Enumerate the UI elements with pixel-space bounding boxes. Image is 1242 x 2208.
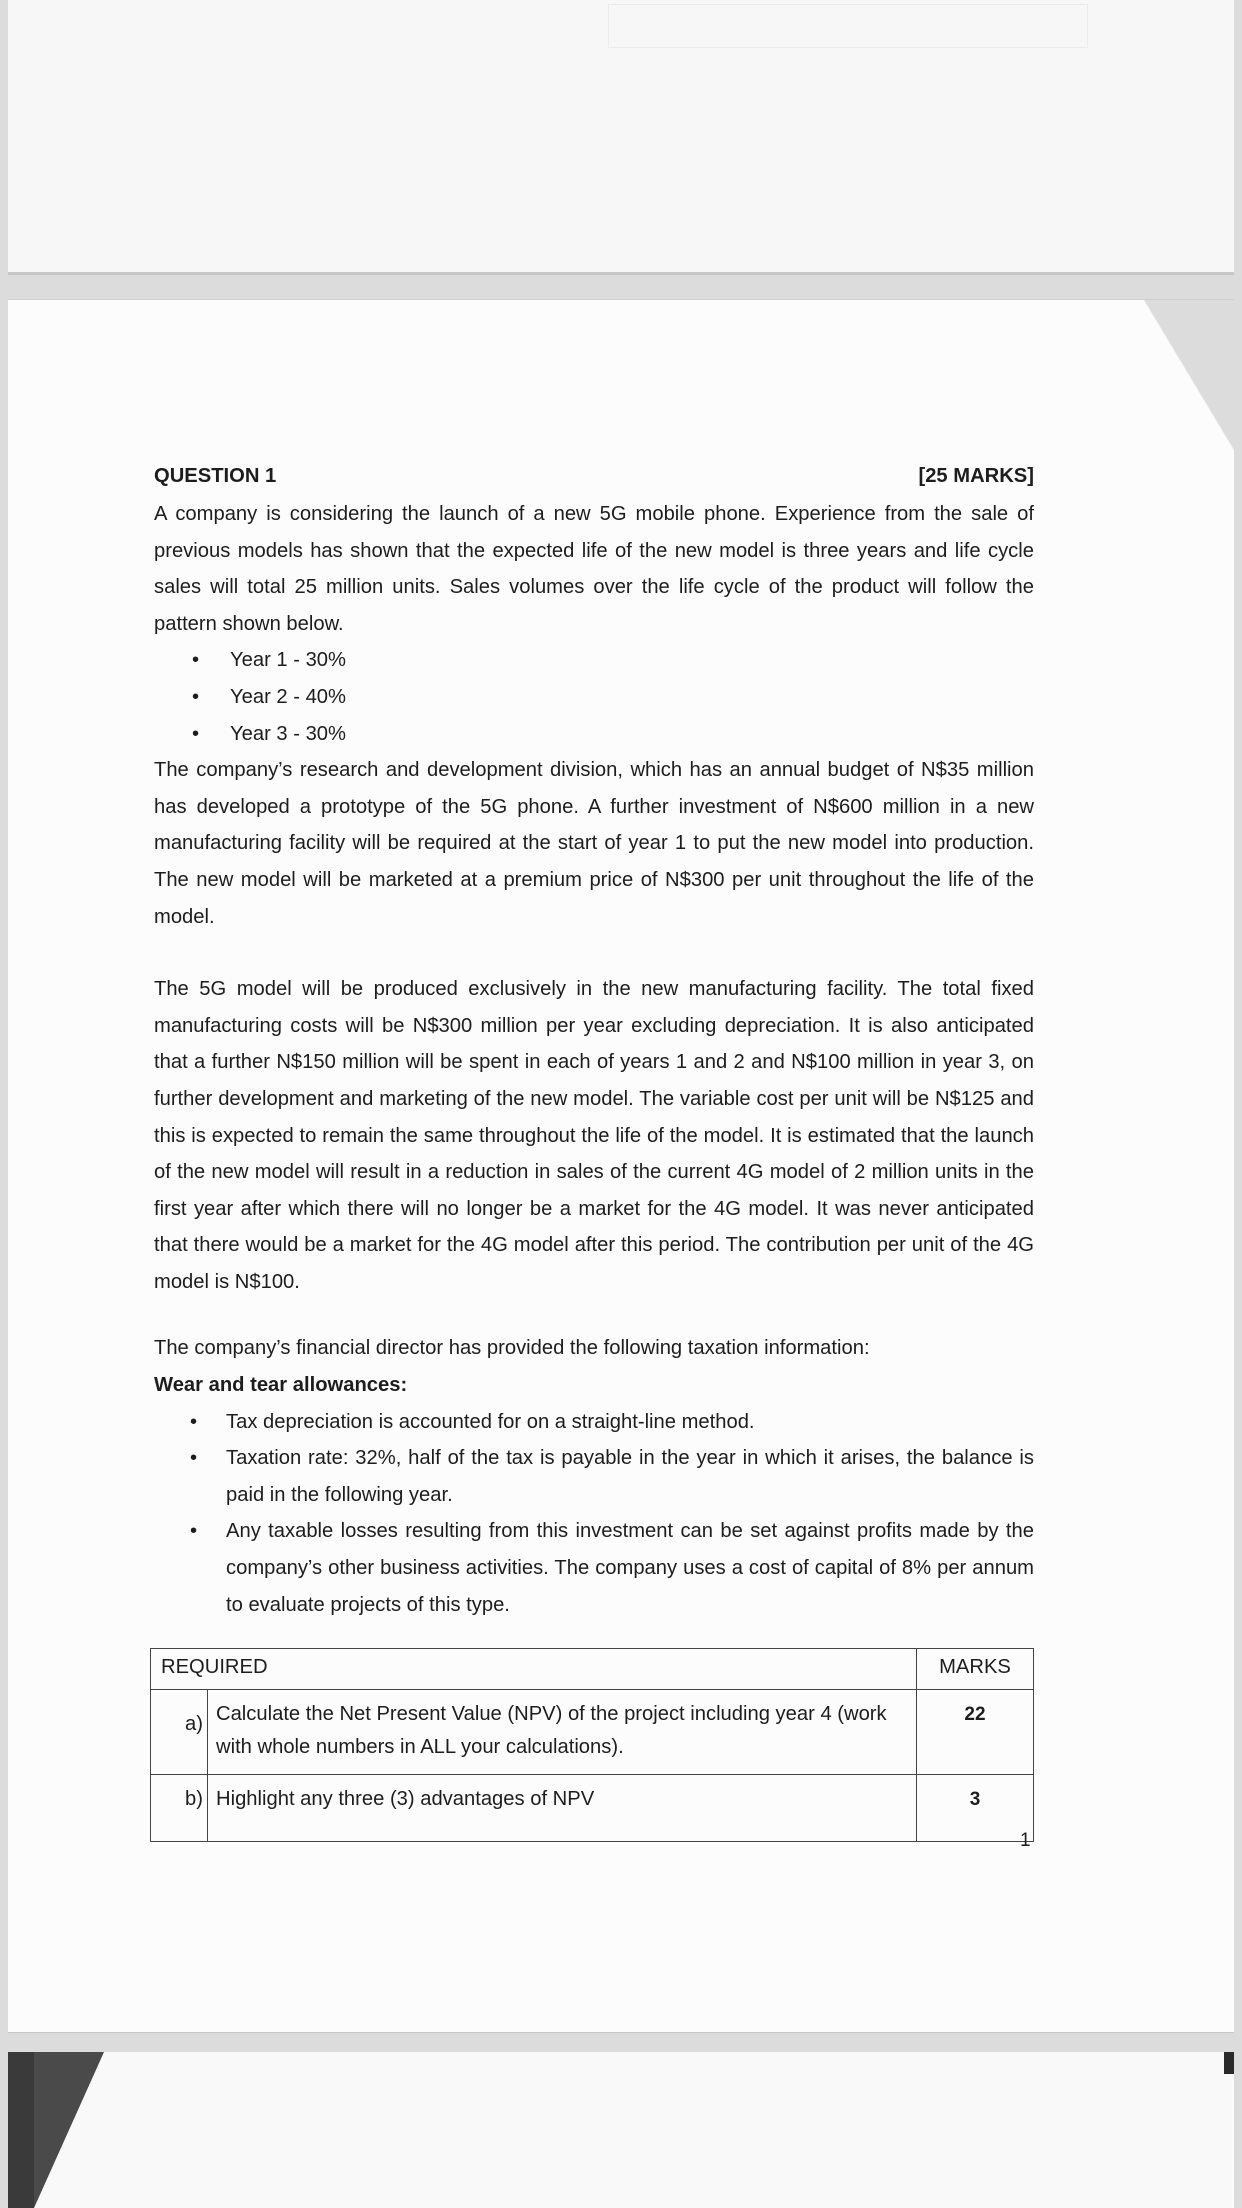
rd-paragraph: The company’s research and development division, which has an annual budget of N$35 million has developed a prototype of the 5G phone. A further investment of N$600 million in a new manufacturing facility will be required at the start of year 1 to put the new model into production. The new model will be marketed at a premium price of N$300 per unit throughout the life of the model.: [154, 759, 1034, 928]
question-title: QUESTION 1: [154, 465, 277, 487]
list-item: • Year 3 - 30%: [154, 716, 1034, 753]
question-header: [154, 456, 1034, 496]
previous-page: [8, 0, 1234, 275]
list-item: • Taxation rate: 32%, half of the tax is payable in the year in which it arises, the balance is paid in the following year.: [154, 1440, 1034, 1513]
tax-intro: The company’s financial director has provided the following taxation information:: [154, 1337, 870, 1360]
required-header: REQUIRED: [151, 1649, 917, 1690]
tax-points-list: [154, 1404, 1034, 1624]
costs-paragraph: The 5G model will be produced exclusively in the new manufacturing facility. The total fixed manufacturing costs will be N$300 million per year excluding depreciation. It is also anticipated that a further N$150 million will be spent in each of years 1 and 2 and N$100 million in year 3, on further development and marketing of the new model. The variable cost per unit will be N$125 and this is expected to remain the same throughout the life of the model. It is estimated that the launch of the new model will result in a reduction in sales of the current 4G model of 2 million units in the first year after which there will no longer be a market for the 4G model. It was never anticipated that there would be a market for the 4G model after this period. The contribution per unit of the 4G model is N$100.: [154, 978, 1034, 1293]
list-item: • Year 1 - 30%: [154, 642, 1034, 679]
page-number: 1: [1020, 1830, 1031, 1851]
row-marks: 22: [917, 1690, 1034, 1775]
list-item: • Year 2 - 40%: [154, 679, 1034, 716]
next-page: [8, 2052, 1234, 2208]
row-marks: 3: [917, 1775, 1034, 1842]
list-item: • Any taxable losses resulting from this investment can be set against profits made by the company’s other business activities. The company uses a cost of capital of 8% per annum to evaluate projects of this type.: [154, 1513, 1034, 1623]
paragraph-gap: [154, 935, 1034, 971]
required-table: [150, 1648, 1034, 1842]
wear-and-tear-heading: Wear and tear allowances:: [154, 1374, 408, 1397]
intro-paragraph: A company is considering the launch of a new 5G mobile phone. Experience from the sale of previous models has shown that the expected life of the new model is three years and life cycle sales will total 25 million units. Sales volumes over the life cycle of the product will follow the pattern shown below.: [154, 503, 1034, 635]
bleed-through-text: [608, 4, 1088, 48]
row-letter: b): [151, 1775, 208, 1842]
table-row: [151, 1690, 1034, 1775]
row-text: Calculate the Net Present Value (NPV) of the project including year 4 (work with whole numbers in ALL your calculations).: [208, 1690, 917, 1775]
page-corner-fold: [1144, 300, 1234, 450]
table-row: [151, 1775, 1034, 1842]
question-content: [154, 456, 1034, 1623]
page-edge-shadow: [8, 2052, 34, 2208]
page-edge-shadow: [1224, 2052, 1234, 2074]
page-corner-shadow: [34, 2052, 104, 2208]
sales-pattern-list: [154, 642, 1034, 752]
paragraph-gap: [154, 1300, 1034, 1330]
row-letter: a): [151, 1690, 208, 1775]
list-item: • Tax depreciation is accounted for on a straight-line method.: [154, 1404, 1034, 1441]
marks-header: MARKS: [917, 1649, 1034, 1690]
row-text: Highlight any three (3) advantages of NPV: [208, 1775, 917, 1842]
question-marks: [25 MARKS]: [918, 465, 1034, 487]
